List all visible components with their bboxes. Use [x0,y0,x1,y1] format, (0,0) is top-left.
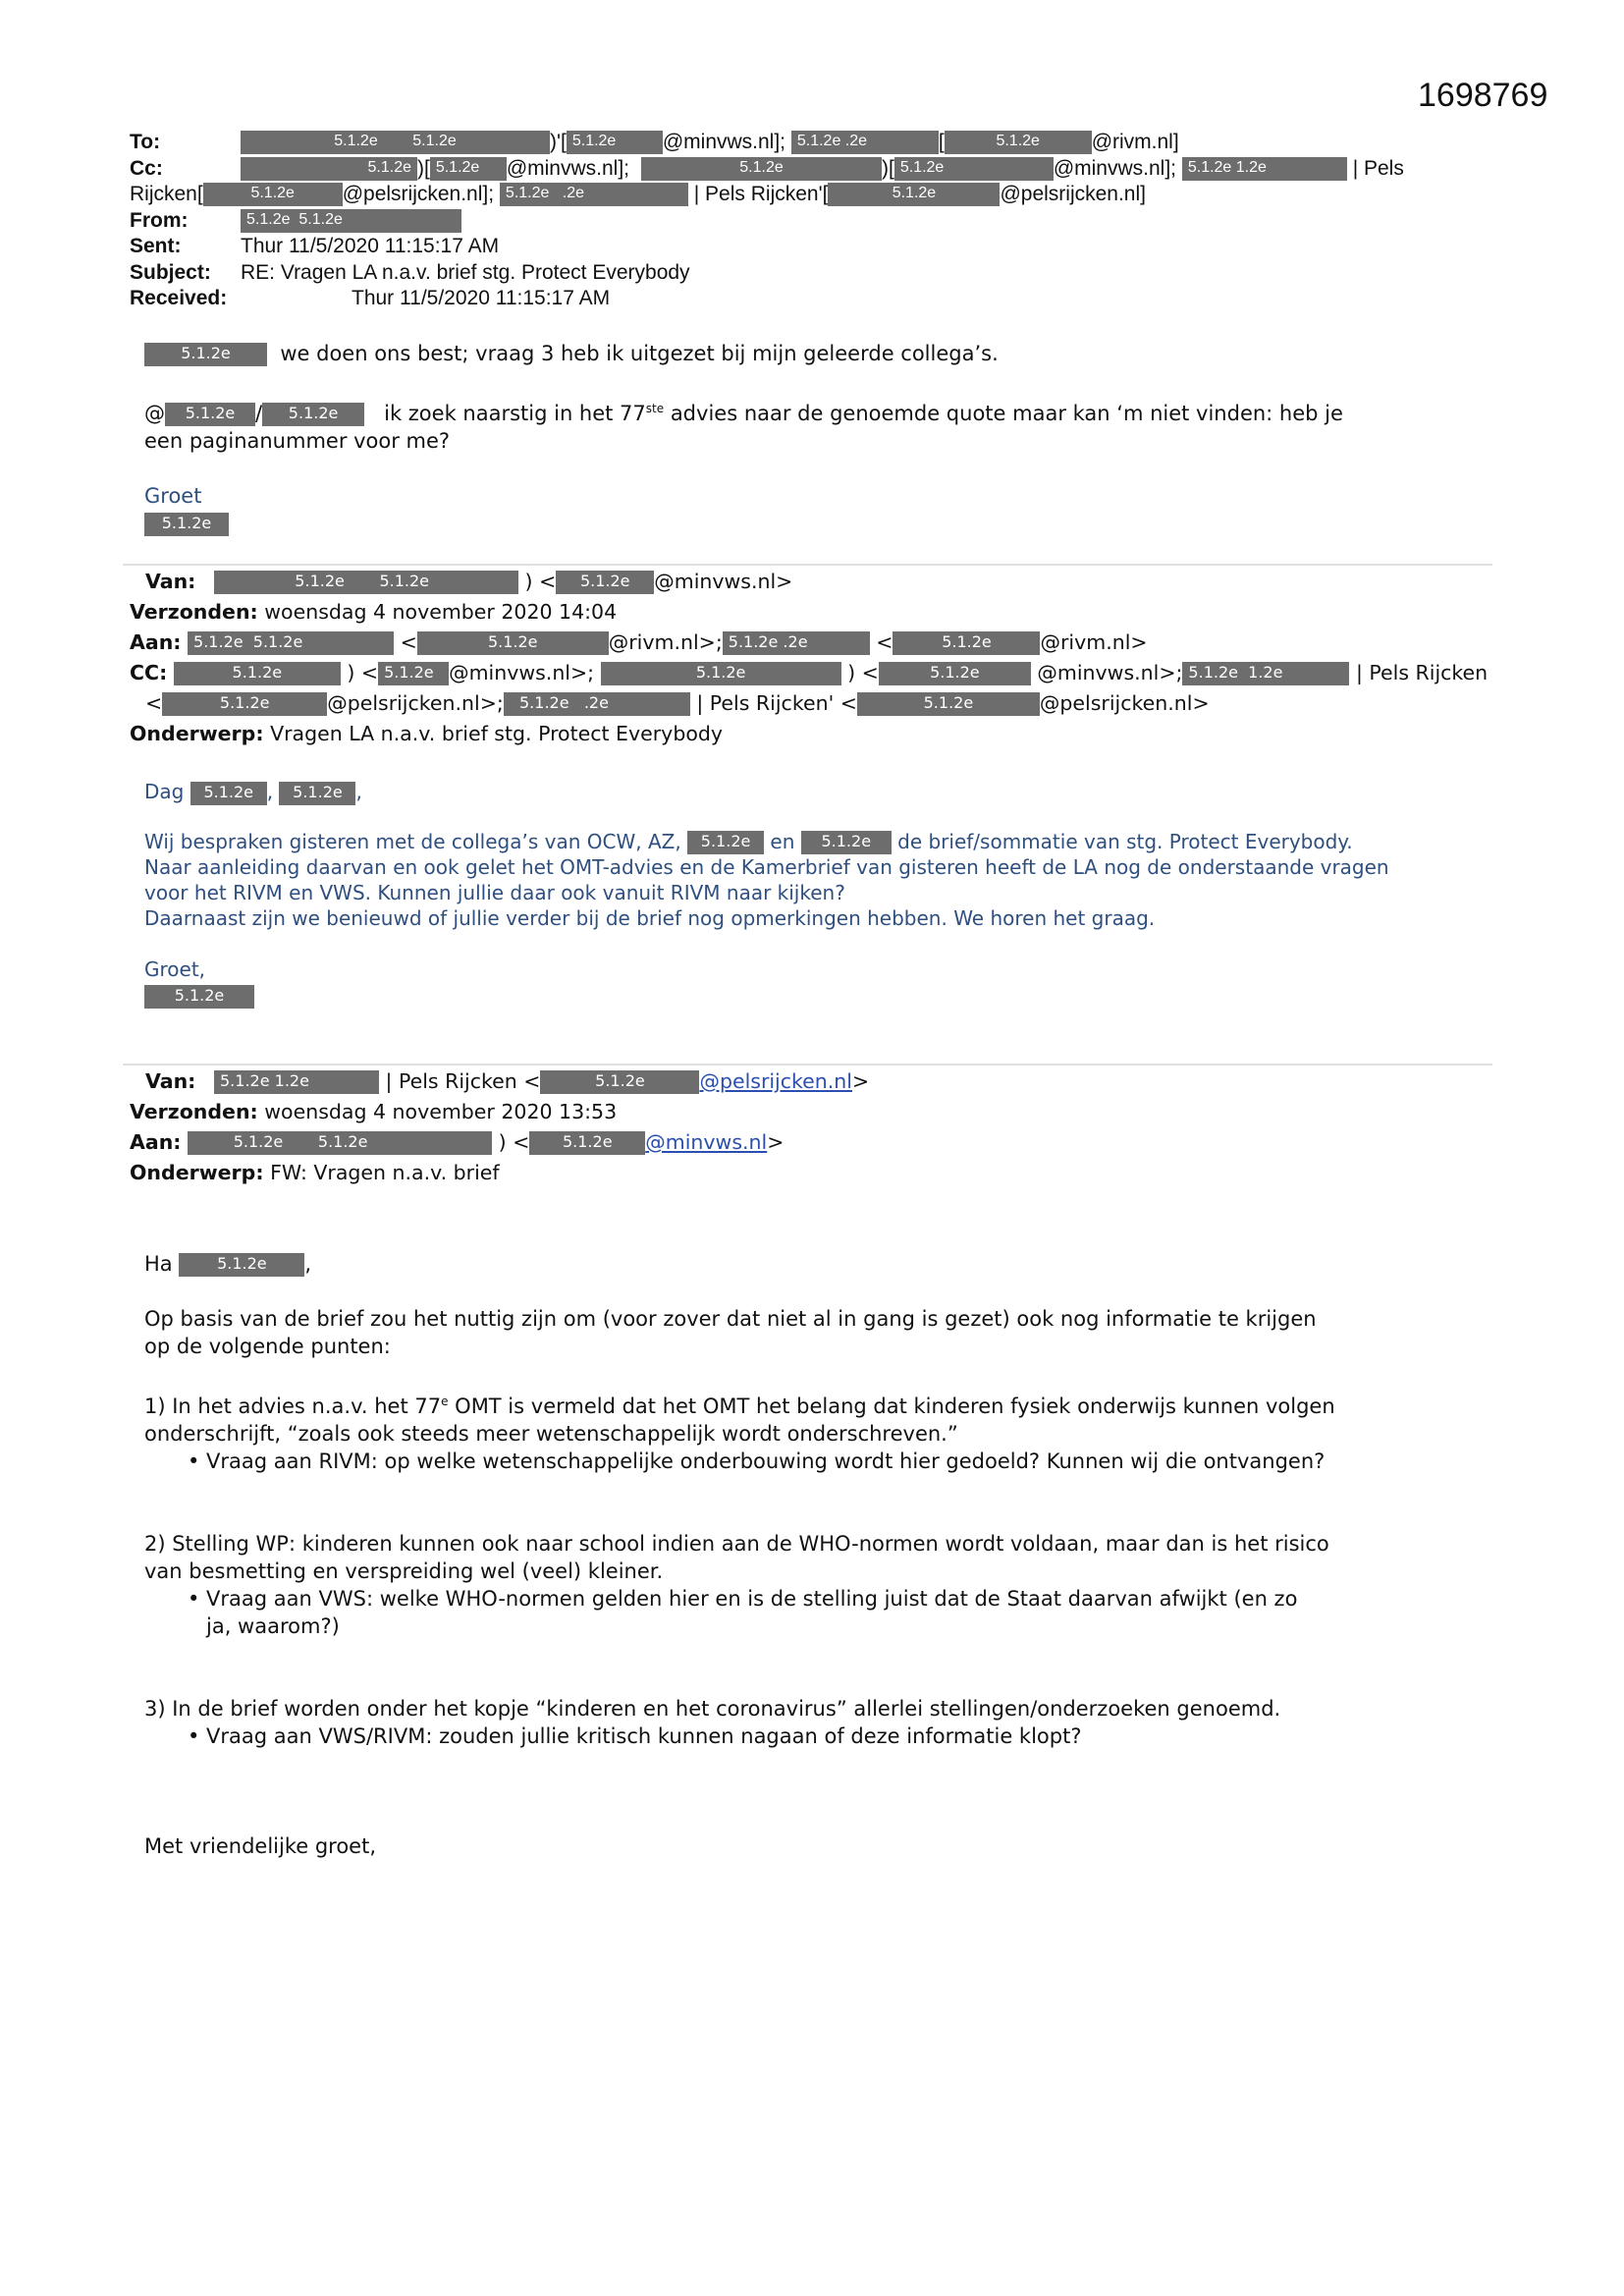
email2-verzonden-row: Verzonden: woensdag 4 november 2020 14:04 [130,600,618,624]
email2-para-1: Wij bespraken gisteren met de collega’s van OCW, AZ, 5.1.2e en 5.1.2e de brief/sommatie van stg. Protect Everybody. [144,829,1353,853]
document-number: 1698769 [1418,77,1548,114]
redaction: 5.1.2e [894,157,1054,181]
email3-q1-b: onderschrijft, “zoals ook steeds meer wetenschappelijk wordt onderschreven.” [144,1422,958,1446]
email3-q3-bullet: • Vraag aan VWS/RIVM: zouden jullie kritisch kunnen nagaan of deze informatie klopt? [188,1724,1082,1748]
cc-label: Cc: [130,156,163,180]
redaction: 5.1.2e [601,662,841,685]
email2-header [130,567,1524,749]
email3-header [130,1066,1524,1188]
reply-signature [144,510,1489,537]
email3-intro-1: Op basis van de brief zou het nuttig zijn om (voor zover dat niet al in gang is gezet) ook nog informatie te krijgen [144,1307,1317,1331]
reply-groet: Groet [144,484,202,508]
email3-q1-bullet: • Vraag aan RIVM: op welke wetenschappelijke onderbouwing wordt hier gedoeld? Kunnen wij die ontvangen? [188,1449,1326,1473]
received-row [130,286,1504,312]
redaction: 5.1.2e [241,157,417,181]
redaction: 5.1.2e [279,782,355,805]
redaction: 5.1.2e [529,1131,645,1155]
redaction: 5.1.2e [262,403,364,426]
email2-van-row: Van: 5.1.2e 5.1.2e ) < 5.1.2e @minvws.nl> [145,570,793,593]
redaction: 5.1.2e [144,985,254,1009]
email-header [130,130,1504,312]
redaction: 5.1.2e [144,513,229,536]
redaction: 5.1.2e [378,662,449,685]
reply-line-2: @ 5.1.2e / 5.1.2e ik zoek naarstig in het 77ste advies naar de genoemde quote maar kan ‘m niet vinden: heb je [144,402,1343,425]
redaction: 5.1.2e 5.1.2e [188,1131,492,1155]
email2-cc-row-2: < 5.1.2e @pelsrijcken.nl>; 5.1.2e .2e | Pels Rijcken' < 5.1.2e @pelsrijcken.nl> [145,691,1210,715]
email3-greeting: Ha 5.1.2e , [144,1252,312,1276]
redaction: 5.1.2e .2e [791,131,939,154]
redaction: 5.1.2e [857,692,1040,716]
redaction: 5.1.2e [641,157,882,181]
email3-q2-bullet-cont: ja, waarom?) [206,1614,340,1638]
received-value: Thur 11/5/2020 11:15:17 AM [352,287,611,309]
email3-aan-link[interactable]: @minvws.nl [645,1130,768,1154]
subject-label: Subject: [130,260,211,284]
redaction: 5.1.2e [567,131,663,154]
redaction: 5.1.2e [556,571,654,594]
reply-line-3: een paginanummer voor me? [144,429,451,453]
redaction: 5.1.2e [203,183,343,206]
email3-q1-a: 1) In het advies n.a.v. het 77e OMT is vermeld dat het OMT het belang dat kinderen fysiek onderwijs kunnen volgen [144,1394,1335,1418]
reply-body [144,340,1489,537]
redaction: 5.1.2e [945,131,1092,154]
email2-onderwerp-row: Onderwerp: Vragen LA n.a.v. brief stg. Protect Everybody [130,722,724,745]
sent-label: Sent: [130,235,182,257]
email2-greeting: Dag 5.1.2e , 5.1.2e , [144,780,362,803]
redaction: 5.1.2e [430,157,507,181]
email3-q2-a: 2) Stelling WP: kinderen kunnen ook naar school indien aan de WHO-normen wordt voldaan, maar dan is het risico [144,1532,1329,1556]
sent-row [130,234,1504,260]
email3-van-row: Van: 5.1.2e 1.2e | Pels Rijcken < 5.1.2e @pelsrijcken.nl> [145,1069,870,1093]
subject-row [130,260,1504,287]
email2-cc-row: CC: 5.1.2e ) < 5.1.2e @minvws.nl>; 5.1.2e ) < 5.1.2e @minvws.nl>; 5.1.2e 1.2e | Pels Rijcken [130,661,1489,684]
email2-body [144,779,1489,1009]
email2-para-3: voor het RIVM en VWS. Kunnen jullie daar ook vanuit RIVM naar kijken? [144,881,845,904]
redaction: 5.1.2e [144,343,267,366]
email3-intro-2: op de volgende punten: [144,1335,391,1358]
to-row: To: 5.1.2e 5.1.2e )'[ 5.1.2e @minvws.nl]; 5.1.2e .2e [ 5.1.2e @rivm.nl] [130,130,1504,156]
cc-row-2: Rijcken[ 5.1.2e @pelsrijcken.nl]; 5.1.2e .2e | Pels Rijcken'[ 5.1.2e @pelsrijcken.nl] [130,183,1146,205]
redaction: 5.1.2e [174,662,341,685]
redaction: 5.1.2e [162,692,327,716]
from-label: From: [130,208,189,232]
redaction: 5.1.2e 5.1.2e [241,131,550,154]
redaction: 5.1.2e [190,782,267,805]
redaction: 5.1.2e [179,1253,304,1277]
redaction: 5.1.2e [165,403,255,426]
from-row [130,208,1504,235]
redaction: 5.1.2e 1.2e [1182,662,1349,685]
redaction: 5.1.2e [417,631,609,655]
redaction: 5.1.2e .2e [500,183,688,206]
email2-para-2: Naar aanleiding daarvan en ook gelet het OMT-advies en de Kamerbrief van gisteren heeft de LA nog de onderstaande vragen [144,855,1389,879]
redaction: 5.1.2e [687,831,764,854]
redaction: 5.1.2e [828,183,1000,206]
email2-groet: Groet, [144,957,206,981]
email3-body [144,1250,1489,1860]
email3-aan-row: Aan: 5.1.2e 5.1.2e ) < 5.1.2e @minvws.nl> [130,1130,785,1154]
email2-para-4: Daarnaast zijn we benieuwd of jullie verder bij de brief nog opmerkingen hebben. We horen het graag. [144,906,1156,930]
email3-q2-b: van besmetting en verspreiding wel (veel) kleiner. [144,1559,664,1583]
email2-aan-row: Aan: 5.1.2e 5.1.2e < 5.1.2e @rivm.nl>; 5.1.2e .2e < 5.1.2e @rivm.nl> [130,630,1148,654]
redaction: 5.1.2e 5.1.2e [188,631,394,655]
email3-closing: Met vriendelijke groet, [144,1834,377,1858]
email3-onderwerp-row: Onderwerp: FW: Vragen n.a.v. brief [130,1161,500,1184]
received-label: Received: [130,287,228,309]
redaction: 5.1.2e 5.1.2e [241,209,461,233]
redaction: 5.1.2e .2e [504,692,690,716]
redaction: 5.1.2e .2e [723,631,870,655]
redaction: 5.1.2e 1.2e [1182,157,1347,181]
email2-signature [144,982,1489,1009]
redaction: 5.1.2e [879,662,1031,685]
to-label: To: [130,131,161,153]
email3-q3-a: 3) In de brief worden onder het kopje “kinderen en het coronavirus” allerlei stellingen/onderzoeken genoemd. [144,1697,1281,1721]
redaction: 5.1.2e [801,831,892,854]
reply-line-1: 5.1.2e we doen ons best; vraag 3 heb ik uitgezet bij mijn geleerde collega’s. [144,340,1489,367]
separator [123,1064,1492,1066]
subject-value: RE: Vragen LA n.a.v. brief stg. Protect Everybody [241,260,690,284]
redaction: 5.1.2e [540,1070,699,1094]
separator [123,564,1492,566]
redaction: 5.1.2e [893,631,1040,655]
redaction: 5.1.2e 1.2e [214,1070,379,1094]
cc-row: Cc: 5.1.2e )[ 5.1.2e @minvws.nl]; 5.1.2e )[ 5.1.2e @minvws.nl]; 5.1.2e 1.2e | Pels [130,156,1504,183]
email3-q2-bullet: • Vraag aan VWS: welke WHO-normen gelden hier en is de stelling juist dat de Staat daarvan afwijkt (en zo [188,1587,1298,1611]
email3-van-link[interactable]: @pelsrijcken.nl [699,1069,852,1093]
email3-verzonden-row: Verzonden: woensdag 4 november 2020 13:53 [130,1100,618,1123]
redaction: 5.1.2e 5.1.2e [214,571,518,594]
sent-value: Thur 11/5/2020 11:15:17 AM [241,235,500,257]
